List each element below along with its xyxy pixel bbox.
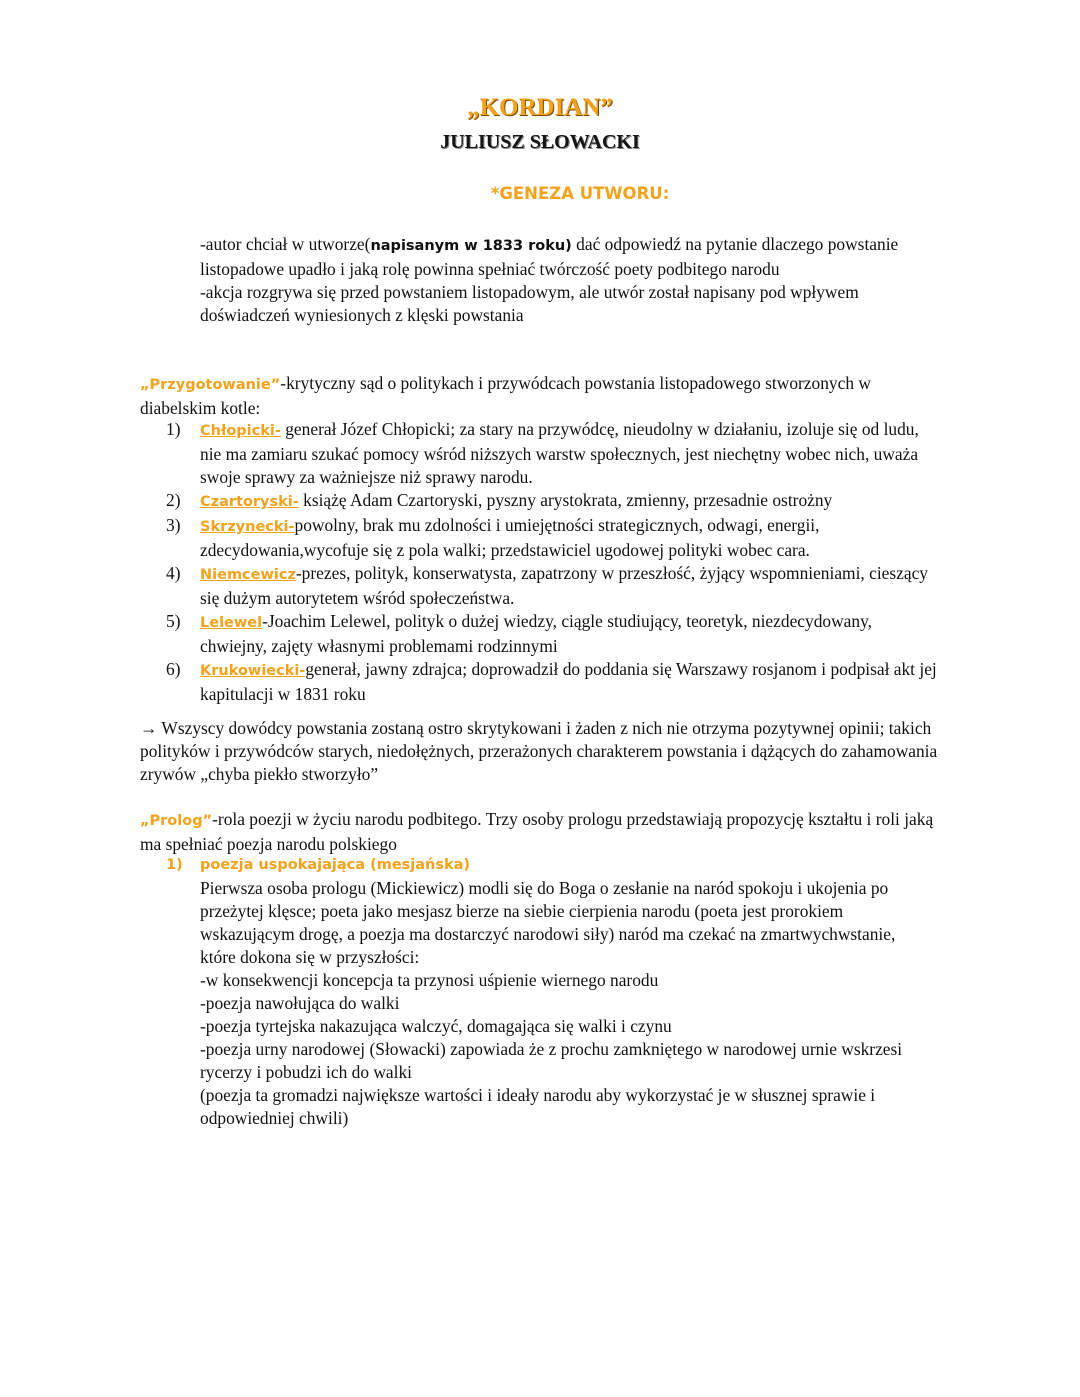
list-number: 2): [166, 490, 181, 510]
geneza-line-2: -akcja rozgrywa się przed powstaniem listopadowym, ale utwór został napisany pod wpływem doświadczeń wyniesionych z klęski powstania: [200, 282, 859, 325]
prolog-line: Pierwsza osoba prologu (Mickiewicz) modli się do Boga o zesłanie na naród spokoju i ukojenia po przeżytej klęsce; poeta jako mesjasz bierze na siebie cierpienia narodu (poeta jest prorokiem wskazującym drogę, a poezja ma dostarczyć narodowi siły) naród ma czekać na zmartwychwstanie, które dokona się w przyszłości:: [200, 878, 896, 967]
prolog-text: -rola poezji w życiu narodu podbitego. Trzy osoby prologu przedstawiają propozycję kształtu i roli jaką ma spełniać poezja narodu polskiego: [140, 809, 934, 854]
leader-name-krukowiecki[interactable]: Krukowiecki-: [200, 663, 306, 679]
geneza-text: -autor chciał w utworze(: [200, 234, 371, 254]
leader-name-niemcewicz[interactable]: Niemcewicz: [200, 567, 296, 583]
list-item: [166, 658, 940, 706]
list-number: 6): [166, 659, 181, 679]
leader-description: -prezes, polityk, konserwatysta, zapatrzony w przeszłość, żyjący wspomnieniami, cieszący się dużym autorytetem wśród społeczeństwa.: [200, 563, 928, 608]
prolog-line: (poezja ta gromadzi największe wartości i ideały narodu aby wykorzystać je w słusznej sprawie i odpowiedniej chwili): [200, 1085, 876, 1128]
prolog-line: -w konsekwencji koncepcja ta przynosi uśpienie wiernego narodu: [200, 970, 659, 990]
geneza-paragraph: [200, 233, 920, 327]
list-item: [166, 418, 940, 489]
prolog-label: „Prolog”: [140, 813, 213, 829]
list-number: 3): [166, 515, 181, 535]
list-number: 5): [166, 611, 181, 631]
geneza-text-cont: dać odpowiedź na pytanie dlaczego powstanie listopadowe upadło i jaką rolę powinna spełniać twórczość poety podbitego narodu: [200, 234, 899, 279]
przygotowanie-label: „Przygotowanie”: [140, 377, 281, 393]
leader-description: książę Adam Czartoryski, pyszny arystokrata, zmienny, przesadnie ostrożny: [298, 490, 833, 510]
list-item: [166, 610, 940, 658]
leader-description: -Joachim Lelewel, polityk o dużej wiedzy, ciągle studiujący, teoretyk, niezdecydowany, chwiejny, zajęty własnymi problemami rodzinnymi: [200, 611, 872, 656]
list-number: 1): [166, 857, 183, 873]
geneza-line-1: [200, 233, 920, 281]
list-item: [166, 489, 940, 514]
prolog-intro: [140, 808, 940, 856]
list-item: [166, 514, 940, 562]
leader-description: generał, jawny zdrajca; doprowadził do poddania się Warszawy rosjanom i podpisał akt jej kapitulacji w 1831 roku: [200, 659, 937, 704]
document-author: JULIUSZ SŁOWACKI: [440, 131, 640, 153]
list-number: 4): [166, 563, 181, 583]
summary-paragraph: → Wszyscy dowódcy powstania zostaną ostro skrytykowani i żaden z nich nie otrzyma pozytywnej opinii; takich polityków i przywódców starych, niedołężnych, przerażonych charakterem powstania i dążących do zahamowania zrywów „chyba piekło stworzyło”: [140, 718, 938, 784]
leaders-list: [166, 418, 940, 706]
leader-name-chlopicki[interactable]: Chłopicki-: [200, 423, 281, 439]
leader-name-czartoryski[interactable]: Czartoryski-: [200, 494, 299, 510]
leader-description: generał Józef Chłopicki; za stary na przywódcę, nieudolny w działaniu, izoluje się od ludu, nie ma zamiaru szukać pomocy wśród niższych warstw społecznych, jest niechętny wobec nich, uważa swoje sprawy za ważniejsze niż sprawy narodu.: [200, 419, 919, 487]
list-number: 1): [166, 419, 181, 439]
przygotowanie-intro: [140, 372, 940, 420]
leader-description: powolny, brak mu zdolności i umiejętności strategicznych, odwagi, energii, zdecydowania,wycofuje się z pola walki; przedstawiciel ugodowej polityki wobec cara.: [200, 515, 820, 560]
prolog-item-title: poezja uspokajająca (mesjańska): [200, 857, 471, 873]
prolog-line: -poezja nawołująca do walki: [200, 993, 400, 1013]
list-item: [166, 562, 940, 610]
prolog-body: [200, 877, 935, 1130]
document-title: „KORDIAN”: [467, 94, 613, 121]
prolog-line: -poezja urny narodowej (Słowacki) zapowiada że z prochu zamkniętego w narodowej urnie wskrzesi rycerzy i pobudzi ich do walki: [200, 1039, 903, 1082]
leader-name-skrzynecki[interactable]: Skrzynecki-: [200, 519, 295, 535]
przygotowanie-text: -krytyczny sąd o politykach i przywódcach powstania listopadowego stworzonych w diabelskim kotle:: [140, 373, 871, 418]
section-heading-geneza: *GENEZA UTWORU:: [490, 184, 670, 203]
prolog-line: -poezja tyrtejska nakazująca walczyć, domagająca się walki i czynu: [200, 1016, 672, 1036]
geneza-date: napisanym w 1833 roku): [370, 238, 572, 254]
leader-name-lelewel[interactable]: Lelewel: [200, 615, 263, 631]
